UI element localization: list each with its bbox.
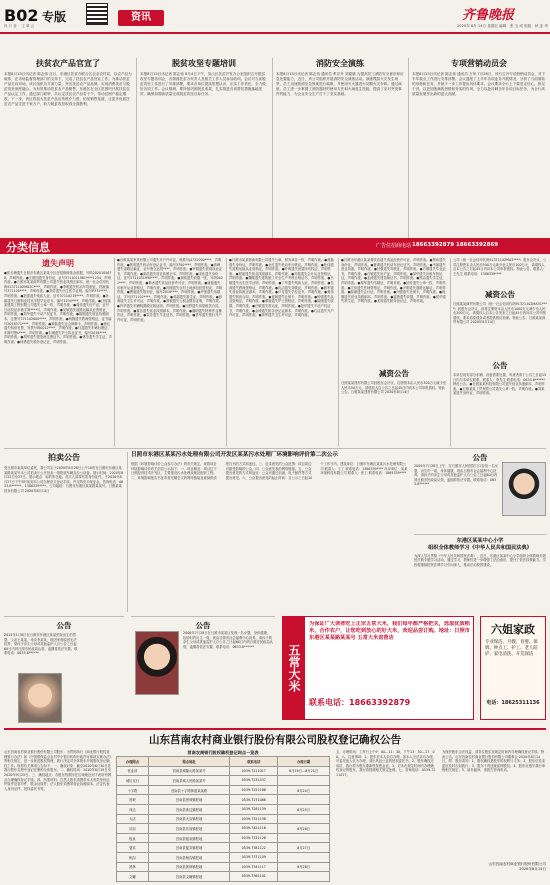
- section-tag: [118, 10, 164, 26]
- table-cell: 大店: [117, 814, 149, 824]
- reduce-capital-title: 减资公告: [379, 369, 409, 378]
- housekeeping-advert[interactable]: [480, 616, 546, 720]
- page-header: [0, 0, 550, 32]
- editor-tagline: 执 行 者 ：王 翠 云: [4, 24, 35, 28]
- table-cell: 相沟: [117, 852, 149, 862]
- table-cell: 坊前: [117, 824, 149, 834]
- section-tag-label: 资讯: [131, 12, 151, 23]
- article-fire-drill: [276, 58, 404, 240]
- bank-procedure: 五、办理时间：工作日上午9：00—11：30，下午13：30—17：00。六、注意事项：1、股东应本人亲自办理，如本人无法亲自办理，可委托他人代为办理，须出具经公证的授权委托书。2、股东确权完成后，我行将为股东重新核发股金证。3、对未在规定时间内办理确权登记的股东，我行将按照相关规定处理。七、咨询电话：0539-7211017。: [336, 750, 436, 777]
- table-cell: 8月25日: [278, 804, 330, 814]
- rice-ad-body: 为保证广大读者吃上正宗五常大米，我们每年都严格把关，选取优质稻米，合作农户，让您吃到放心的好大米，欢迎品尝订购。地址：日照市东港区某某路某某号 五常大米直营店: [309, 621, 470, 642]
- table-cell: 团林: [117, 862, 149, 872]
- notice-col5-top: 公司（统一社会信用代码91371102MA3****）股东会决议，公司注册资本由人民币500万元减少至人民币100万元，请债权人自本公告之日起45日内向本公司申报债权。特此公告。联系人：王先生 联系电话：1386339****: [453, 258, 547, 276]
- table-cell: 0539-7361101: [230, 872, 278, 882]
- bank-signature: 山东莒南农村商业银行股份有限公司 2020年8月14日: [488, 862, 546, 871]
- housekeeping-phone[interactable]: 18625311136: [501, 700, 540, 706]
- table-cell: 莒南县板泉镇驻地: [148, 833, 230, 843]
- table-header-row: [117, 757, 330, 767]
- table-cell: 8月28日: [278, 862, 330, 872]
- rice-ad-phone-label: 联系电话：: [309, 698, 349, 707]
- column-header: 联系电话: [230, 757, 278, 767]
- article-body: 本报8月13日讯记者 陈志伟 近日，东港区扶贫办联合区农业农村局，以农产品为载体，在市场监督管理部门的支持下，完成了扶贫农产品官宣工作。为推动扶贫产品走向市场，该区组织各方面力量，突出扶贫农产品品牌，实现消费扶贫与脱贫攻坚深度融合。为有效推动扶贫农产品销售，东港区在全区范围内开展扶贫农产品认定工作，通过部门联审，共认定扶贫农产品若干个，带动贫困户稳定增收。下一步，该区将加大扶贫产品宣传推介力度，拓宽销售渠道，让更多优质扶贫农产品走进千家万户，助力脱贫攻坚取得全面胜利。: [4, 72, 132, 106]
- classified-banner: [0, 238, 550, 254]
- table-row: [117, 843, 330, 853]
- notice-col4-top: ●日照市东港区某某餐饮店遗失食品经营许可证，声明作废。●贾伟遗失身份证，声明作废。●夏明遗失机动车登记证书，声明作废。●韦丽遗失营业执照，声明作废。●付强遗失驾驶证，声明作废。●方刚遗失毕业证书，声明作废。●白敏遗失房产证，声明作废。●邹华遗失出租车营运证，声明作废。●孟涛遗失建造师证书，声明作废。●熊洁遗失学生证，声明作废。●秦军遗失结婚证，声明作废。●邱芳遗失公章一枚，声明作废。●江伟遗失医师资格证，声明作废。●尹明遗失道路运输证，声明作废。●薛丽遗失会计证，声明作废。●闫强遗失社保卡，声明作废。●段刚遗失营业执照副本，声明作废。●雷敏遗失收据，声明作废。●侯华遗失准生证，声明作废。●龙涛遗失税务登记证，声明作废。: [341, 258, 446, 304]
- table-cell: 洙边: [117, 804, 149, 814]
- child-photo: [135, 631, 179, 695]
- rice-ad-phone-row: [309, 697, 410, 708]
- hotline-label: 广告位招商电话: [376, 243, 412, 249]
- table-cell: 0539-7211017: [230, 766, 278, 776]
- bank-intro: 山东莒南农村商业银行股份有限公司股东：为贯彻执行《商业银行股权管理暂行办法》和《中国银保监会农村中小银行机构行政许可事项实施办法》等相关规定，进一步规范股权管理，我行决定对全体股东开展股权登记确权工作。现将有关事项公告如下：一、确权对象：截至2020年6月30日在我行股东名册中登记在册的全体股东。二、确权时间：2020年8月19日至2020年9月25日。三、确权地点：各股东按照所在区域就近到下表所列网点办理确权登记手续。四、所需材料：自然人股东须携带本人有效身份证件原件及复印件、股金证原件；法人股东须携带营业执照副本、法定代表人身份证件、授权委托书等。: [4, 750, 112, 791]
- bank-closing-body: 为保护股东合法权益，请各位股东在规定时间内办理确权登记手续。特此公告。山东莒南农村商业银行股份有限公司董事会 2020年8月14日。附：股东须知：1、股权确权是股东的权利与义务；2、股东信息变更应及时告知我行；3、股东不得违规质押股权；4、股东应遵守我行章程相关规定；5、如有疑问，请拨打咨询电话。: [442, 750, 546, 773]
- foundling-notice-3: [414, 452, 546, 530]
- table-row: [117, 776, 330, 786]
- classified-title: 分类信息: [6, 241, 50, 254]
- article-body: 本报8月13日讯记者 陈志伟 通讯员 牟宗升 刘德晓 为提高员工消防安全意识和应急处置能力，近日，该公司组织开展消防安全演练活动。演练模拟火灾发生场景，员工迅速按照应急预案进行疏散，并使用灭火器进行初期火灾扑救。通过演练，员工进一步掌握了消防器材的使用方法和火场逃生技能，提高了应对突发事件的能力，为企业安全生产打下了坚实基础。: [276, 72, 404, 96]
- bank-title: 山东莒南农村商业银行股份有限公司股权登记确权公告: [149, 734, 401, 746]
- eia-notice: [131, 452, 409, 612]
- table-cell: 0539-7311128: [230, 833, 278, 843]
- lost-body: ●张玉梅遗失日照市东港区某某小区房屋维修基金收据，号码2020105678，声明作废。●王建国遗失身份证，证号3711021981****1234，声明作废。●日照市某某商贸有限公司遗失营业执照正副本，统一社会信用代码91371102MA3C****，声明作废。●李明遗失机动车驾驶证，档案编号371100****，声明作废。●刘芳遗失出生医学证明，编号P371****，声明作废。●赵强遗失残疾人证，证号37110219****，声明作废。●孙丽遗失日照职业技术学院毕业证书，编号1234****，声明作废。●日照某某建筑工程有限公司遗失公章一枚，声明作废。●周伟遗失房产证，证号日房权证东港字第****号，声明作废。●吴敏遗失道路运输从业资格证，声明作废。●郑华遗失不动产权证书，声明作废。●陈刚遗失营业执照副本，注册号371102600****，声明作废。●杨静遗失教师资格证，证书编号2018371****，声明作废。●黄磊遗失社会保障卡，声明作废。●徐红遗失购房发票，发票号码0012****，声明作废。●马超遗失车辆行驶证，车牌号鲁L****，声明作废。●朱琳遗失护士执业证书，编号2016****，声明作废。●胡军遗失建造师注册证书，声明作废。●林芳遗失学生证，声明作废。●何勇遗失税务登记证，声明作废。: [4, 271, 112, 344]
- column-divider: [272, 58, 273, 238]
- article-training: [140, 58, 268, 240]
- qr-code[interactable]: [86, 3, 108, 25]
- table-cell: 莒南县文疃镇驻地: [148, 872, 230, 882]
- table-cell: 莒南县坊前镇驻地: [148, 824, 230, 834]
- rice-ad-headline: 五常大米: [287, 644, 301, 692]
- table-row: [117, 852, 330, 862]
- article-body: 本报8月13日讯记者 陈志伟 8月4日下午，岚山区扶贫开发办公室组织召开脱贫攻坚专题培训会，各街道扶贫办负责人及相关工作人员参加培训。会议对当前脱贫攻坚工作进行了安排部署，要求各单位提高思想认识，压实工作责任，全力做好各项工作。会议强调，要持续巩固脱贫成果，扎实推进各项帮扶措施落地见效，确保如期高质量完成脱贫攻坚目标任务。: [140, 72, 266, 96]
- notice-column-2: ●日照某某家具有限公司遗失开户许可证，核准号J4732000****，声明作废。●郭明遗失机动车登记证书，编号3700****，声明作废。●高峰遗失道路运输证，证号鲁交运管****，声明作废。●罗娟遗失医师执业证书，声明作废。●梁浩遗失营业执照正本，声明作废。●宋佳遗失身份证，证号3711031990****，声明作废。●谢伟遗失收据一张，号码0021****，声明作废。●韩冰遗失食品经营许可证，声明作废。●唐磊遗失出租车从业资格证，声明作废。●冯刚遗失农村土地承包经营权证，声明作废。●曹丽遗失报到证，编号2018****，声明作废。●许强遗失结婚证，字号J371102****，声明作废。●邓超遗失准生证，声明作废。●彭涛遗失卫生许可证，声明作废。●曾敏遗失公积金缴存证明，声明作废。●肖华遗失车辆购置税完税证明，声明作废。●田野遗失房屋租赁合同，声明作废。●董洁遗失营业执照副本，声明作废。●潘明遗失特种作业操作证，声明作废。●袁芳遗失毕业证书，声明作废。●蔡军遗失银行开户许可证，声明作废。: [117, 258, 223, 322]
- table-cell: [278, 795, 330, 805]
- notice-title: 公告: [195, 621, 211, 630]
- housekeeping-headline: 六姐家政: [491, 623, 535, 636]
- baby-photo: [18, 673, 62, 723]
- table-cell: 莒南县团林镇驻地: [148, 862, 230, 872]
- table-cell: [278, 872, 330, 882]
- column-divider: [114, 258, 115, 446]
- column-divider: [450, 258, 451, 446]
- article-title: 专项营销动员会: [451, 59, 507, 68]
- eia-title: 日照市东港区某某污水处理有限公司开发区某某污水处理厂环境影响评价第二次公示: [131, 452, 338, 458]
- table-cell: 0539-7281159: [230, 804, 278, 814]
- lost-title: 遗失声明: [42, 259, 74, 268]
- eia-body: 根据《环境影响评价公众参与办法》的有关规定，现将项目环境影响评价有关信息公示如下：一、项目概况：项目位于日照经济技术开发区，主要建设污水处理设施及配套工程。二、环境影响报告书征求意见稿全文的网络链接及查阅纸质报告书的方式和途径。三、征求意见的公众范围：项目周边可能受影响的公众。四、公众意见表的网络链接。五、公众提出意见的方式和途径：公众可通过信函、电子邮件等方式提出意见。六、公众提出意见的起止时间：自公示之日起10个工作日内。建设单位：日照市东港区某某污水处理有限公司 联系人：王工 联系电话：1386339**** 环评单位：某某环境科技有限公司 联系人：张工 联系电话：1865339****: [131, 462, 408, 480]
- masthead-logo: 齐鲁晚报: [462, 8, 515, 23]
- column-divider: [226, 258, 227, 446]
- table-cell: 0539-7421116: [230, 824, 278, 834]
- table-cell: 0539-7231437: [230, 776, 278, 786]
- table-row: [117, 833, 330, 843]
- table-cell: 莒南县十字路街道某某路: [148, 785, 230, 795]
- school-body: 为深入学习贯彻《中华人民共和国民法典》，近日，东港区某某中心小学组织全体教师开展民法典专题学习活动。通过学习，教师们进一步增强了法治意识，提升了依法执教能力。学校将继续把民法典学习引向深入，推动法治校园建设。: [414, 553, 546, 567]
- table-cell: 莒南县涝坡镇驻地: [148, 795, 230, 805]
- table-cell: 莒南县城隆山路某某号: [148, 766, 230, 776]
- table-cell: 0539-7271066: [230, 795, 278, 805]
- rice-ad-phone[interactable]: 18663392879: [349, 698, 411, 707]
- table-row: [117, 814, 330, 824]
- table-cell: 城区支行: [117, 776, 149, 786]
- table-row: [117, 795, 330, 805]
- branch-table-wrap: [116, 750, 330, 880]
- table-row: [117, 824, 330, 834]
- column-divider: [136, 58, 137, 238]
- table-cell: 营业部: [117, 766, 149, 776]
- notice-column-5: [453, 258, 547, 446]
- notice-body: 本单位现有部分车辆、设备需要处置，有意者请于公告之日起15日内与本单位联系。联系人：李先生 联系电话：0633-8****** 特此公告。●日照某某科技有限公司遗失营业执照副本，声明作废。●日照某某工贸有限公司遗失公章一枚，声明作废。●刘某某遗失身份证，声明作废。: [453, 373, 547, 396]
- table-cell: 莒南县大店镇驻地: [148, 814, 230, 824]
- table-cell: 8月26日: [278, 824, 330, 834]
- branch-table-title: 莒南农商银行股权确权登记网点一览表: [187, 750, 259, 755]
- table-row: [117, 766, 330, 776]
- table-cell: [278, 814, 330, 824]
- table-cell: 板泉: [117, 833, 149, 843]
- notice-body: 2015年1月8日在日照市东港区某某医院出生的男婴，父亲王某某，母亲李某某，现因家庭原因无法抚养，望孩子亲生父母或其他监护人自公告之日起60日内到日照市民政局认领，逾期将依法安置。联系电话：0633-8******: [4, 633, 78, 656]
- table-cell: [278, 776, 330, 786]
- table-cell: 十字路: [117, 785, 149, 795]
- table-cell: 0539-7371109: [230, 852, 278, 862]
- table-cell: 0539-7251188: [230, 785, 278, 795]
- issue-meta: 2020年 8月 14日 星期五 编辑：张 玉 成 组版：秋 亚 华: [457, 24, 548, 28]
- notice-body: 2009年7月28日上午，在日照市人民医院门口捡拾一名女婴，出生约一周，身体健康，现由日照市社会福利中心抚养。请孩子的亲生父母或其他监护人自公告之日起60日内到日照市民政局认领，逾期将依法安置。联系电话：0633-8******: [414, 464, 498, 487]
- housekeeping-phone-row: [481, 699, 545, 706]
- rice-advert[interactable]: [282, 616, 474, 720]
- table-cell: 0539-7381122: [230, 843, 278, 853]
- notice-body: 2006年7月28日在日照市某某区发现一名女婴，身体健康，捡拾时约出生一周，现由日照市社会福利中心抚养，请孩子的亲生父母或其他监护人自公告之日起60日内到日照市民政局认领，逾期将依法安置。联系电话：0633-8******: [183, 631, 273, 649]
- housekeeping-phone-label: 电话：: [486, 700, 502, 706]
- table-cell: 文疃: [117, 872, 149, 882]
- article-poverty-products: [4, 58, 132, 240]
- section-name: 专版: [42, 10, 67, 24]
- article-marketing: [412, 58, 546, 240]
- table-cell: 莒南县相沟镇驻地: [148, 852, 230, 862]
- school-title: 东港区某某中心小学 组织全体教师学习《中华人民共和国民法典》: [428, 538, 532, 551]
- table-cell: 8月24日: [278, 785, 330, 795]
- school-notice: [414, 534, 546, 614]
- table-row: [117, 862, 330, 872]
- article-title: 扶贫农产品官宣了: [36, 59, 100, 68]
- column-divider: [127, 452, 128, 612]
- table-cell: 筵宾: [117, 843, 149, 853]
- article-title: 脱贫攻坚专题培训: [172, 59, 236, 68]
- lost-notices: [4, 258, 112, 446]
- column-header: 办理日期: [278, 757, 330, 767]
- page-number: B02: [4, 6, 39, 25]
- table-cell: 涝坡: [117, 795, 149, 805]
- notice-column-4: [341, 258, 447, 446]
- bank-notice: [4, 732, 546, 882]
- table-row: [117, 872, 330, 882]
- reduce-capital-body: 日照某某商贸有限公司（统一社会信用代码91371102MA3C****）经股东会决议，拟将注册资本由人民币1000万元减少至人民币200万元。请债权人自本公告发布之日起45日内向本公司申报债权，要求清偿债务或者提供相应担保。特此公告。日照某某商贸有限公司 2020年8月14日: [453, 302, 547, 325]
- table-cell: 莒南县城人民路某某号: [148, 776, 230, 786]
- column-header: 办理网点: [117, 757, 149, 767]
- auction-body: 受日照市某某单位委托，我公司定于2020年8月28日上午10时在日照市东港区某某路某某号本公司拍卖厅公开拍卖一批报废车辆及办公设备。展示时间：2020年8月25日至27日。展示地点：标的所在地。竞买人须持有效身份证件，于2020年8月27日下午5时前到本公司办理竞买登记手续，并交纳竞买保证金。咨询电话：0633-8******、1386339****。公司地址：日照市东港区某某路某某号。日照某某拍卖有限公司 2020年8月14日: [4, 466, 124, 493]
- article-title: 消防安全演练: [316, 59, 364, 68]
- header-rule: [0, 32, 550, 34]
- table-cell: 0539-7321158: [230, 814, 278, 824]
- article-body: 本报8月13日讯记者 陈志伟 通讯员 万荣 7月28日，该行召开专项营销动员会，对下半年重点工作进行安排部署。会议通报了上半年各项业务开展情况，分析了当前面临的形势和任务，并就下一步工作提出具体要求。会议要求全行上下要坚定信心，鼓足干劲，以更加饱满的热情和务实的作风，全力以赴冲刺全年各项目标任务，为全行高质量发展作出新的更大贡献。: [412, 72, 546, 96]
- table-row: [117, 785, 330, 795]
- rice-ad-headline-band: [283, 617, 305, 719]
- table-cell: [278, 833, 330, 843]
- column-header: 网点地址: [148, 757, 230, 767]
- notice-title: 公告: [492, 361, 508, 370]
- reduce-capital-title: 减资公告: [485, 290, 515, 299]
- table-cell: 8月19日—8月21日: [278, 766, 330, 776]
- notice-title: 公告: [472, 453, 488, 462]
- column-divider: [338, 258, 339, 446]
- table-cell: 8月27日: [278, 843, 330, 853]
- bank-section-rule: [4, 728, 546, 730]
- foundling-notice-2: [131, 616, 275, 726]
- column-divider: [408, 58, 409, 238]
- table-cell: 莒南县筵宾镇驻地: [148, 843, 230, 853]
- student-photo: [502, 462, 546, 516]
- notice-column-3: ●日照市某某物流有限公司遗失公章、财务章各一枚，声明作废。●蒋磊遗失身份证，声明作废。●余红遗失机动车行驶证，声明作废。●杜伟遗失道路运输从业资格证，声明作废。●叶明遗失房屋所有权证，声明作废。●程丽遗失营业执照副本，声明作废。●苏强遗失会计从业资格证，声明作废。●魏刚遗失建筑施工安全生产考核合格证书，声明作废。●吕敏遗失出生医学证明，声明作废。●丁华遗失残疾人证，声明作废。●任涛遗失教师资格证，声明作废。●沈洁遗失驾驶证，声明作废。●姚军遗失营业执照正副本，声明作废。●卢芳遗失学位证书，声明作废。●姜伟遗失购房合同，声明作废。●崔明遗失社保卡，声明作废。●钟强遗失从业资格证，声明作废。●谭丽遗失护士资格证，声明作废。●陆刚遗失收据，声明作废。●汪敏遗失准运证，声明作废。●范华遗失不动产权证书，声明作废。●金涛遗失税务登记证副本，声明作废。●石洁遗失开户许可证，声明作废。●廖军遗失卫生许可证，声明作废。: [229, 258, 334, 318]
- notice-title: 公告: [56, 621, 72, 630]
- auction-title: 拍卖公告: [48, 453, 80, 462]
- housekeeping-body: 专业保洁、月嫂、育婴、保姆、钟点工、护工、老人陪护、家电清洗、开荒保洁: [485, 640, 538, 658]
- bank-closing: [442, 750, 546, 880]
- table-row: [117, 804, 330, 814]
- branch-table: [116, 756, 330, 882]
- reduce-capital-body: 日照某某建材有限公司经股东会决议，注册资本由人民币300万元减少至人民币50万元，请债权人自公告之日起45日内向本公司申报债权。特此公告。日照某某建材有限公司 2020年8月14日: [341, 381, 447, 395]
- table-cell: 0539-7341117: [230, 862, 278, 872]
- foundling-notice-1: [4, 616, 124, 726]
- table-cell: 莒南县洙边镇驻地: [148, 804, 230, 814]
- hotline-numbers: 18663392879 18663392869: [412, 241, 499, 248]
- auction-notice: [4, 452, 124, 558]
- table-cell: [278, 852, 330, 862]
- section-divider: [4, 448, 546, 449]
